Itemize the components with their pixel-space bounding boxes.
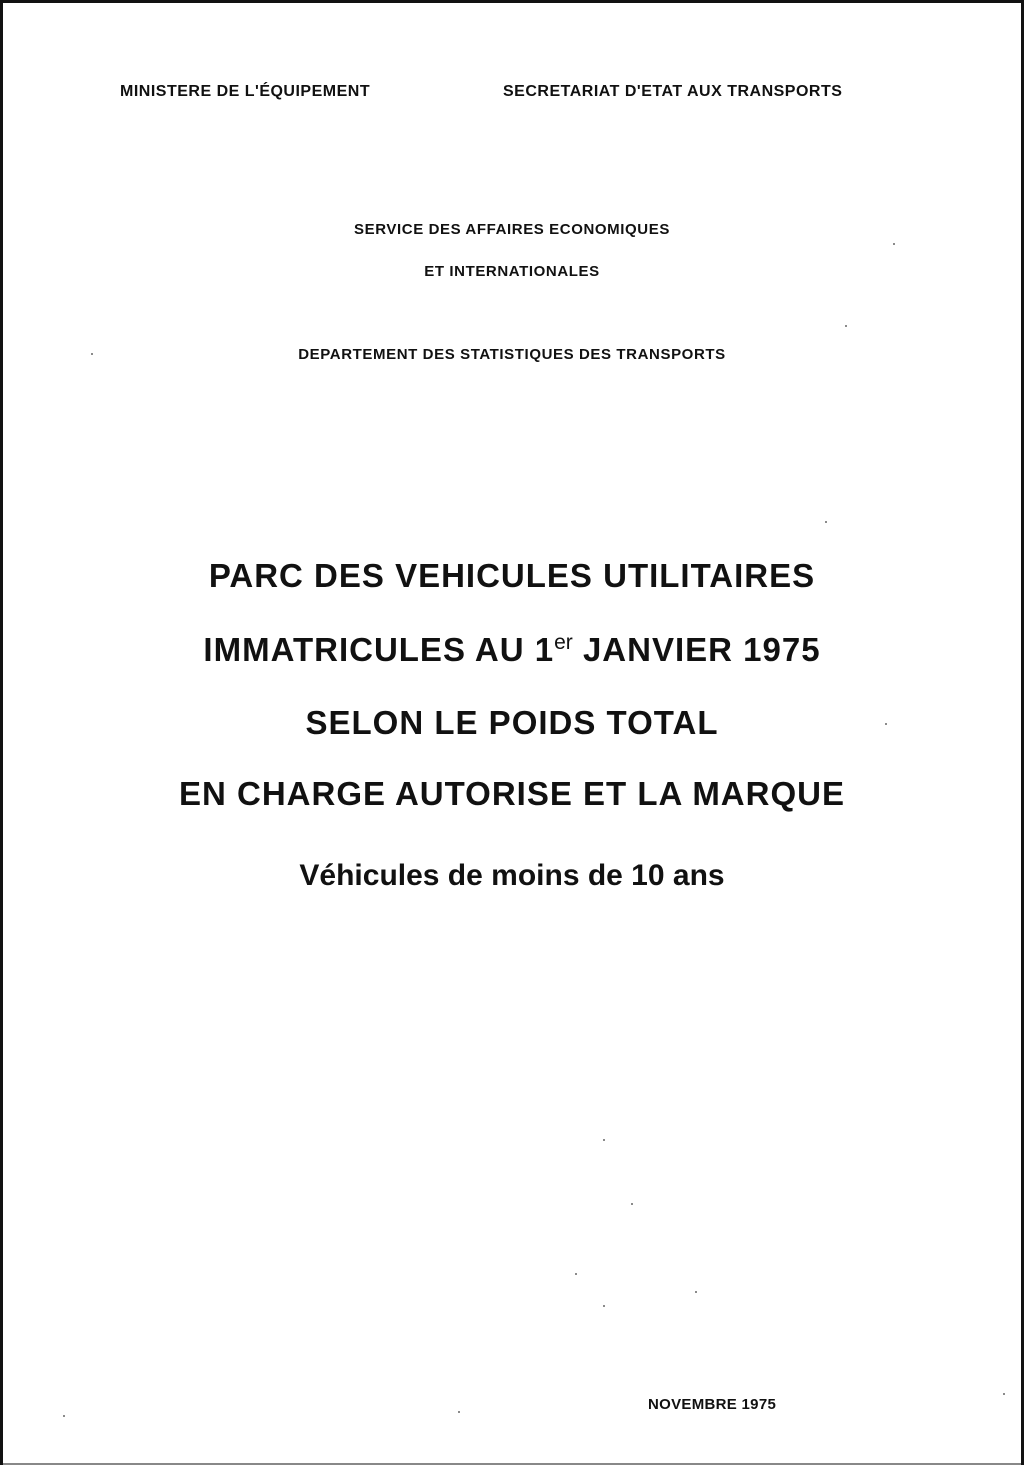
scan-speck <box>825 521 827 523</box>
scan-speck <box>458 1411 460 1413</box>
scan-speck <box>603 1139 605 1141</box>
department-line: DEPARTEMENT DES STATISTIQUES DES TRANSPORTS <box>298 346 726 363</box>
scan-speck <box>631 1203 633 1205</box>
scan-speck <box>1003 1393 1005 1395</box>
title-line-2-end: JANVIER 1975 <box>572 631 821 668</box>
title-line-4: EN CHARGE AUTORISE ET LA MARQUE <box>179 775 845 812</box>
title-ordinal-superscript: er <box>554 631 573 654</box>
title-line-2 <box>3 631 1021 669</box>
title-line-3: SELON LE POIDS TOTAL <box>305 704 719 741</box>
scan-speck <box>63 1415 65 1417</box>
scan-speck <box>695 1291 697 1293</box>
scan-speck <box>603 1305 605 1307</box>
service-line-2: ET INTERNATIONALES <box>424 263 600 280</box>
ministry-heading: MINISTERE DE L'ÉQUIPEMENT <box>120 83 371 100</box>
title-line-2-start: IMMATRICULES AU 1 <box>203 631 555 668</box>
service-line-1: SERVICE DES AFFAIRES ECONOMIQUES <box>354 221 670 238</box>
scan-speck <box>885 723 887 725</box>
scan-speck <box>845 325 847 327</box>
publication-date: NOVEMBRE 1975 <box>648 1396 777 1413</box>
scan-speck <box>575 1273 577 1275</box>
title-line-1: PARC DES VEHICULES UTILITAIRES <box>208 557 816 594</box>
subtitle: Véhicules de moins de 10 ans <box>299 859 725 892</box>
scan-speck <box>91 353 93 355</box>
scan-speck <box>893 243 895 245</box>
secretariat-heading: SECRETARIAT D'ETAT AUX TRANSPORTS <box>503 83 843 100</box>
